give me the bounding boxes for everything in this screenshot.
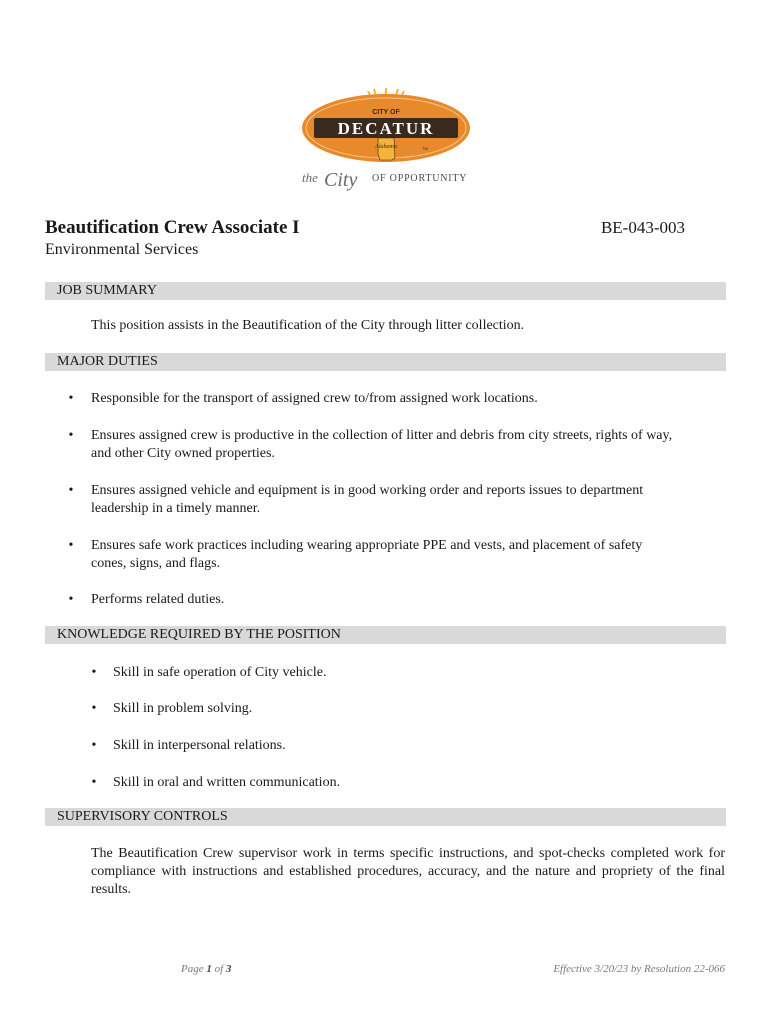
knowledge-text: Skill in interpersonal relations. [113,738,286,753]
title-row [45,217,685,243]
job-title: Beautification Crew Associate I [45,217,300,238]
page-prefix: Page [181,963,207,975]
effective-date: Effective 3/20/23 by Resolution 22-066 [553,963,725,975]
decatur-logo [298,84,474,194]
duty-text-line1: Ensures safe work practices including wearing appropriate PPE and vests, and placement of safety [91,538,643,553]
duty-text-line1: Responsible for the transport of assigned crew to/from assigned work locations. [91,391,538,406]
section-heading-supervisory: SUPERVISORY CONTROLS [45,808,726,826]
department-name: Environmental Services [45,241,199,258]
logo-tm: TM [422,146,428,151]
tagline-the: the [302,170,318,185]
job-summary-text: This position assists in the Beautification of the City through litter collection. [91,318,525,333]
job-code: BE-043-003 [600,218,685,237]
page-of: of [211,963,226,975]
decatur-logo-graphic [298,84,474,194]
tagline-city: City [324,169,358,191]
bullet-icon: • [91,738,97,753]
logo-state: Alabama [375,144,397,150]
duty-text-line1: Ensures assigned crew is productive in the collection of litter and debris from city streets, rights of way, [91,428,673,443]
bullet-icon: • [68,483,74,498]
bullet-icon: • [91,775,97,790]
duty-text-line2: cones, signs, and flags. [91,556,221,571]
bullet-icon: • [68,592,74,607]
supervisory-text: The Beautification Crew supervisor work in terms specific instructions, and spot-checks completed work for compliance with instructions and established procedures, accuracy, and the nature and propriety of the final results. [91,846,725,897]
duty-text-line1: Ensures assigned vehicle and equipment is in good working order and reports issues to department [91,483,644,498]
page-current: 1 [206,963,212,975]
section-heading-job-summary: JOB SUMMARY [45,282,726,300]
knowledge-text: Skill in oral and written communication. [113,775,341,790]
duty-text-line2: leadership in a timely manner. [91,501,261,516]
bullet-icon: • [68,538,74,553]
bullet-icon: • [68,391,74,406]
knowledge-text: Skill in safe operation of City vehicle. [113,665,327,680]
page-number [181,963,231,975]
list-item [66,482,726,518]
duty-text-line1: Performs related duties. [91,592,225,607]
duty-text-line2: and other City owned properties. [91,446,275,461]
logo-name: DECATUR [337,119,435,138]
tagline-opportunity: OF OPPORTUNITY [372,173,468,184]
section-heading-major-duties: MAJOR DUTIES [45,353,726,371]
knowledge-text: Skill in problem solving. [113,701,253,716]
list-item [66,427,726,463]
bullet-icon: • [91,701,97,716]
section-heading-knowledge: KNOWLEDGE REQUIRED BY THE POSITION [45,626,726,644]
bullet-icon: • [68,428,74,443]
list-item [66,537,726,573]
bullet-icon: • [91,665,97,680]
page-total: 3 [225,963,232,975]
logo-city-of: CITY OF [372,109,400,116]
